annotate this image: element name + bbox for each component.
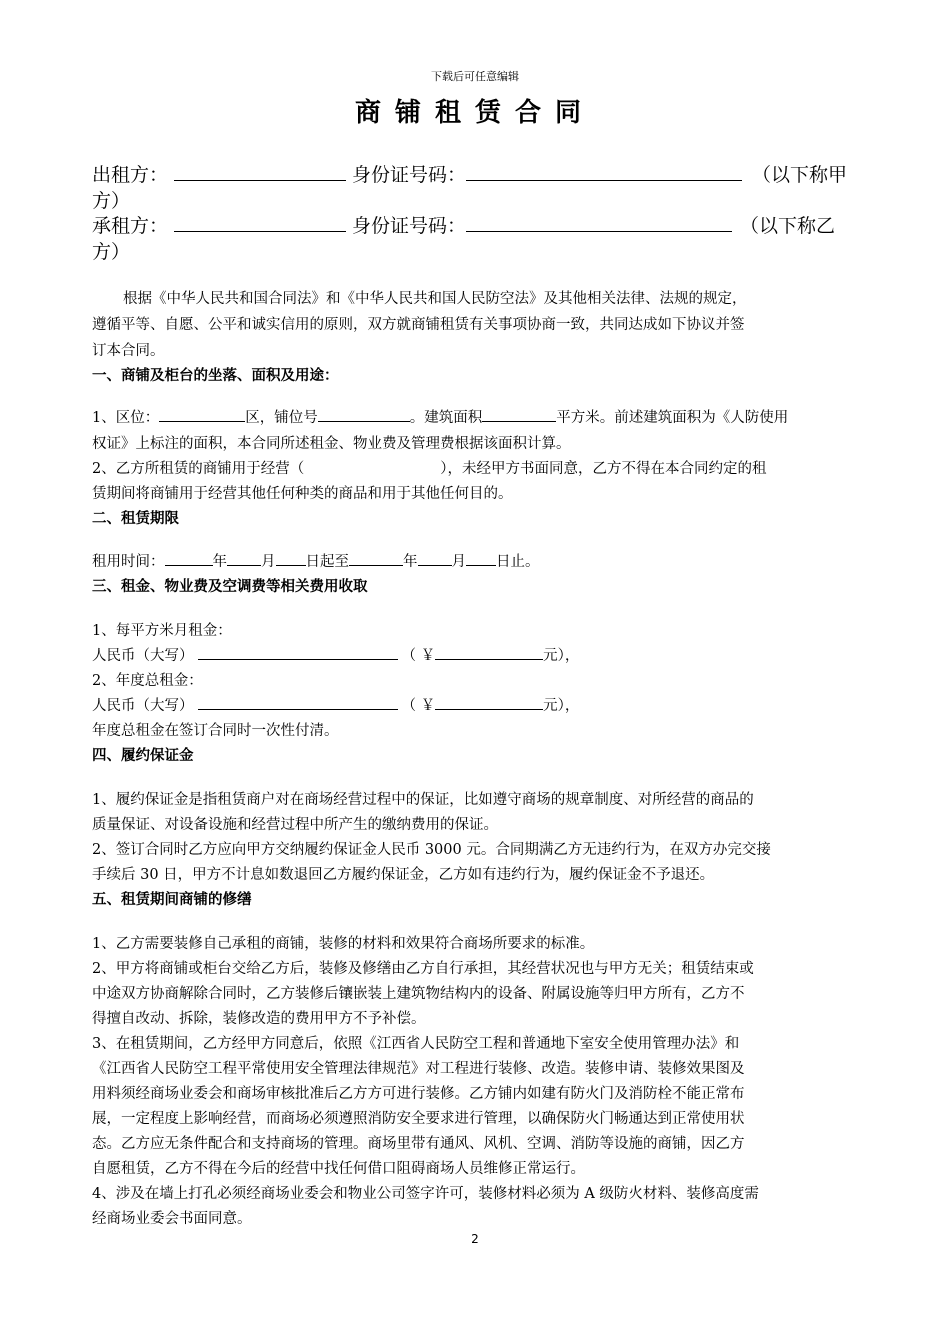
text: 元）， xyxy=(543,698,580,714)
section3-line: 2、年度总租金： xyxy=(92,673,203,689)
lessor-label: 出租方： xyxy=(92,164,169,186)
section5-line: 得擅自改动、拆除，装修改造的费用甲方不予补偿。 xyxy=(92,1011,426,1027)
district-blank xyxy=(159,407,245,422)
section5-line: 展，一定程度上影响经营，而商场必须遵照消防安全要求进行管理，以确保防火门畅通达到正常使用状 xyxy=(92,1111,745,1127)
stall-no-blank xyxy=(318,407,410,422)
section5-line: 3、在租赁期间，乙方经甲方同意后，依照《江西省人民防空工程和普通地下室安全使用管理办法》和 xyxy=(92,1036,740,1052)
section5-line: 态。乙方应无条件配合和支持商场的管理。商场里带有通风、风机、空调、消防等设施的商铺，因乙方 xyxy=(92,1136,745,1152)
section5-line: 4、涉及在墙上打孔必须经商场业委会和物业公司签字许可，装修材料必须为 A 级防火材料、装修高度需 xyxy=(92,1186,759,1202)
intro-line: 遵循平等、自愿、公平和诚实信用的原则，双方就商铺租赁有关事项协商一致，共同达成如下协议并签 xyxy=(92,317,745,333)
text: ），未经甲方书面同意，乙方不得在本合同约定的租 xyxy=(440,461,767,477)
monthly-rent-line xyxy=(92,644,579,665)
section-heading: 四、履约保证金 xyxy=(92,748,194,764)
lessor-suffix-cont: 方） xyxy=(92,190,131,212)
intro-line: 订本合同。 xyxy=(92,343,165,359)
annual-rent-amount-blank xyxy=(435,695,543,710)
section4-line: 2、签订合同时乙方应向甲方交纳履约保证金人民币 3000 元。合同期满乙方无违约行为，在双方办完交接 xyxy=(92,842,771,858)
section5-line: 1、乙方需要装修自己承租的商铺，装修的材料和效果符合商场所要求的标准。 xyxy=(92,936,595,952)
section-heading: 五、租赁期间商铺的修缮 xyxy=(92,892,252,908)
text: 2、乙方所租赁的商铺用于经营（ xyxy=(92,461,305,477)
section-heading: 一、商铺及柜台的坐落、面积及用途： xyxy=(92,368,339,384)
section5-line: 经商场业委会书面同意。 xyxy=(92,1211,252,1227)
text: 1、区位： xyxy=(92,410,160,426)
lease-term-line xyxy=(92,550,540,571)
lessor-id-label: 身份证号码： xyxy=(352,164,467,186)
section3-line: 年度总租金在签订合同时一次性付清。 xyxy=(92,723,339,739)
section4-line: 质量保证、对设备设施和经营过程中所产生的缴纳费用的保证。 xyxy=(92,817,498,833)
text: 租用时间： xyxy=(92,554,165,570)
lessee-id-label: 身份证号码： xyxy=(352,215,467,237)
text: 。建筑面积 xyxy=(409,410,483,426)
page-title: 商铺租赁合同 xyxy=(354,98,595,128)
section1-line: 权证》上标注的面积，本合同所述租金、物业费及管理费根据该面积计算。 xyxy=(92,436,571,452)
section4-line: 手续后 30 日，甲方不计息如数退回乙方履约保证金，乙方如有违约行为，履约保证金不予退还。 xyxy=(92,867,715,883)
text: （ ￥ xyxy=(401,648,436,664)
monthly-rent-amount-blank xyxy=(435,645,543,660)
annual-rent-words-blank xyxy=(198,695,398,710)
start-year-blank xyxy=(165,551,213,566)
section1-line: 赁期间将商铺用于经营其他任何种类的商品和用于其他任何目的。 xyxy=(92,486,513,502)
text: 月 xyxy=(451,554,466,570)
lessee-label: 承租方： xyxy=(92,215,169,237)
text: 元）， xyxy=(543,648,580,664)
lessor-suffix: （以下称甲 xyxy=(752,164,848,186)
lessee-suffix-cont: 方） xyxy=(92,241,131,263)
text: 人民币（大写） xyxy=(92,698,194,714)
lessor-name-blank xyxy=(174,180,346,181)
text: 日起至 xyxy=(305,554,349,570)
intro-line: 根据《中华人民共和国合同法》和《中华人民共和国人民防空法》及其他相关法律、法规的规定， xyxy=(123,291,747,307)
monthly-rent-words-blank xyxy=(198,645,398,660)
text: 区，铺位号 xyxy=(245,410,318,426)
section-heading: 三、租金、物业费及空调费等相关费用收取 xyxy=(92,579,368,595)
annual-rent-line xyxy=(92,694,579,715)
end-year-blank xyxy=(349,551,403,566)
lessee-suffix: （以下称乙 xyxy=(740,215,836,237)
area-blank xyxy=(482,407,556,422)
start-month-blank xyxy=(227,551,261,566)
section5-line: 《江西省人民防空工程平常使用安全管理法律规范》对工程进行装修、改造。装修申请、装修效果图及 xyxy=(92,1061,745,1077)
text: 年 xyxy=(212,554,227,570)
section5-line: 自愿租赁，乙方不得在今后的经营中找任何借口阻碍商场人员维修正常运行。 xyxy=(92,1161,585,1177)
text: 日止。 xyxy=(496,554,540,570)
text: （ ￥ xyxy=(401,698,436,714)
lessee-id-blank xyxy=(466,231,732,232)
section1-line1 xyxy=(92,406,788,427)
end-day-blank xyxy=(466,551,496,566)
header-note: 下载后可任意编辑 xyxy=(431,70,519,83)
section1-line3 xyxy=(92,457,766,478)
section5-line: 2、甲方将商铺或柜台交给乙方后，装修及修缮由乙方自行承担，其经营状况也与甲方无关；租赁结束或 xyxy=(92,961,754,977)
section3-line: 1、每平方米月租金： xyxy=(92,623,232,639)
section5-line: 中途双方协商解除合同时，乙方装修后镶嵌装上建筑物结构内的设备、附属设施等归甲方所有，乙方不 xyxy=(92,986,745,1002)
section4-line: 1、履约保证金是指租赁商户对在商场经营过程中的保证，比如遵守商场的规章制度、对所经营的商品的 xyxy=(92,792,754,808)
lessee-name-blank xyxy=(174,231,346,232)
end-month-blank xyxy=(418,551,452,566)
start-day-blank xyxy=(276,551,306,566)
text: 月 xyxy=(261,554,276,570)
text: 人民币（大写） xyxy=(92,648,194,664)
text: 平方米。前述建筑面积为《人防使用 xyxy=(556,410,789,426)
text: 年 xyxy=(403,554,418,570)
page-number: 2 xyxy=(471,1232,479,1246)
section5-line: 用料须经商场业委会和商场审核批准后乙方方可进行装修。乙方铺内如建有防火门及消防栓不能正常布 xyxy=(92,1086,745,1102)
lessor-id-blank xyxy=(466,180,742,181)
section-heading: 二、租赁期限 xyxy=(92,511,179,527)
